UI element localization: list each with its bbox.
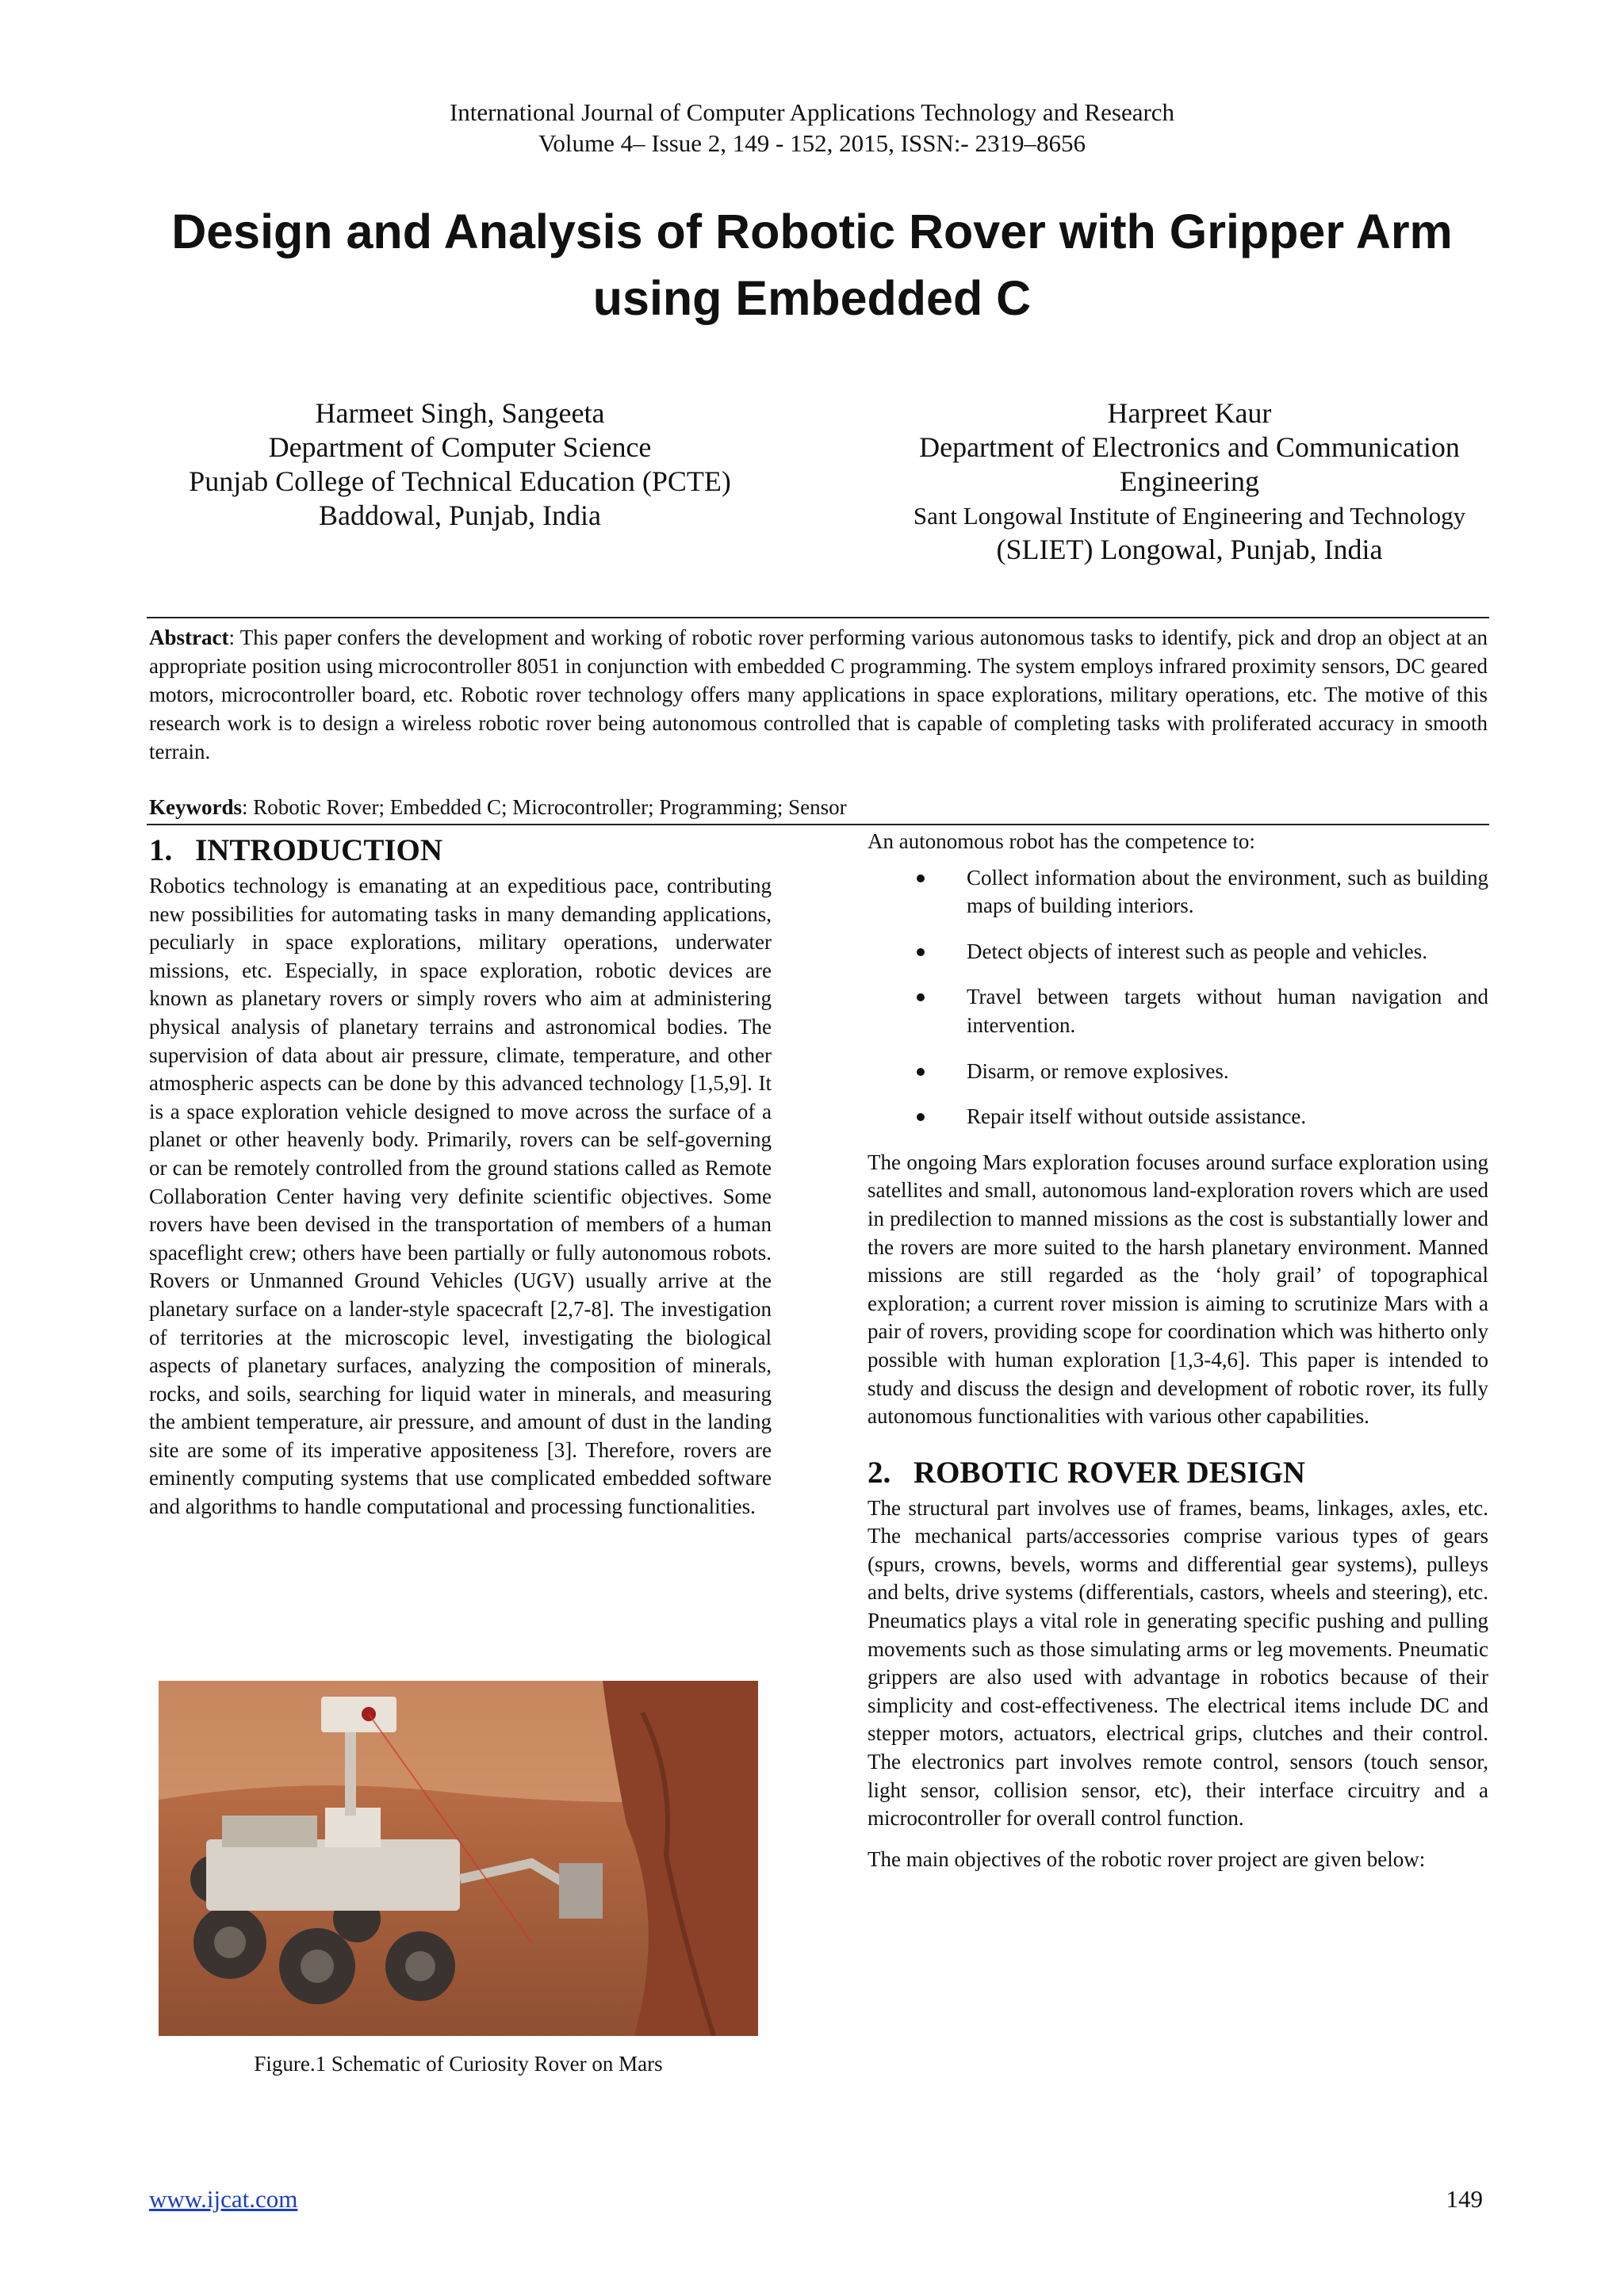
- list-item: Travel between targets without human navigation and intervention.: [868, 983, 1488, 1039]
- bullet-icon: [917, 1068, 925, 1076]
- bullet-icon: [917, 874, 925, 882]
- section-title: INTRODUCTION: [195, 833, 443, 867]
- author-names: Harpreet Kaur: [1107, 397, 1272, 429]
- section-number: 1.: [149, 833, 173, 867]
- journal-name: International Journal of Computer Applications Technology and Research: [449, 98, 1175, 126]
- list-item: Disarm, or remove explosives.: [868, 1058, 1488, 1086]
- bullet-icon: [917, 948, 925, 956]
- journal-header: [0, 97, 1624, 159]
- left-column: [149, 832, 772, 1521]
- keywords: [149, 793, 1488, 821]
- rover-design-paragraph: The structural part involves use of frames, beams, linkages, axles, etc. The mechanical parts/accessories comprise various types of gears (spurs, crowns, bevels, worms and differential gear systems), pulleys and belts, drive systems (differentials, castors, wheels and steering), etc. Pneumatics plays a vital role in generating specific pushing and pulling movements such as those simulating arms or leg movements. Pneumatic grippers are also used with advantage in robotics because of their simplicity and cost-effectiveness. The electrical items include DC and stepper motors, actuators, electrical grips, clutches and their control. The electronics part involves remote control, sensors (touch sensor, light sensor, collision sensor, etc), their interface circuitry and a microcontroller for overall control function.: [868, 1495, 1488, 1831]
- abstract: [149, 623, 1488, 766]
- list-item: Collect information about the environment, such as building maps of building interiors.: [868, 864, 1488, 920]
- section-title: ROBOTIC ROVER DESIGN: [914, 1455, 1306, 1490]
- author-institution: Sant Longowal Institute of Engineering and Technology: [913, 502, 1466, 530]
- mars-exploration-paragraph: The ongoing Mars exploration focuses around surface exploration using satellites and small, autonomous land-exploration rovers which are used in predilection to manned missions as the cost is substantially lower and the rovers are more suited to the harsh planetary environment. Manned missions are still regarded as the ‘holy grail’ of topographical exploration; a current rover mission is aiming to scrutinize Mars with a pair of rovers, providing scope for coordination which was hitherto only possible with human exploration [1,3-4,6]. This paper is intended to study and discuss the design and development of robotic rover, its fully autonomous functionalities with various other capabilities.: [868, 1150, 1488, 1429]
- section-heading-rover-design: [868, 1455, 1488, 1491]
- section-number: 2.: [868, 1455, 891, 1490]
- curiosity-rover-figure: [159, 1681, 758, 2036]
- objectives-paragraph: The main objectives of the robotic rover project are given below:: [868, 1846, 1426, 1871]
- abstract-top-rule: [147, 617, 1489, 618]
- author-block-right: [848, 396, 1530, 567]
- paper-title: Design and Analysis of Robotic Rover with Gripper Arm using Embedded C: [171, 205, 1453, 325]
- author-department: Department of Electronics and Communication: [919, 431, 1460, 463]
- capability-list: [868, 864, 1488, 1131]
- list-item: Detect objects of interest such as people and vehicles.: [868, 938, 1488, 966]
- author-institution: Punjab College of Technical Education (PCTE): [189, 465, 731, 497]
- journal-volume: Volume 4– Issue 2, 149 - 152, 2015, ISSN:- 2319–8656: [538, 129, 1086, 157]
- right-column: [868, 828, 1488, 1873]
- author-location: (SLIET) Longowal, Punjab, India: [996, 534, 1383, 565]
- bullet-icon: [917, 1113, 925, 1121]
- list-item: Repair itself without outside assistance.: [868, 1103, 1488, 1131]
- autonomous-lead: An autonomous robot has the competence to:: [868, 829, 1255, 853]
- page-number: 149: [1446, 2185, 1483, 2213]
- rover-illustration: [159, 1681, 758, 2036]
- author-names: Harmeet Singh, Sangeeta: [315, 397, 605, 429]
- keywords-label: Keywords: [149, 795, 242, 819]
- author-department-cont: Engineering: [1120, 465, 1259, 497]
- figure-caption: Figure.1 Schematic of Curiosity Rover on Mars: [254, 2052, 663, 2076]
- author-location: Baddowal, Punjab, India: [319, 499, 601, 531]
- keywords-bottom-rule: [147, 824, 1489, 825]
- bullet-icon: [917, 993, 925, 1001]
- section-heading-introduction: [149, 832, 772, 869]
- introduction-paragraph: Robotics technology is emanating at an expeditious pace, contributing new possibilities for automating tasks in many demanding applications, peculiarly in space explorations, military operations, underwater missions, etc. Especially, in space exploration, robotic devices are known as planetary rovers or simply rovers who aim at administering physical analysis of planetary terrains and astronomical bodies. The supervision of data about air pressure, climate, temperature, and other atmospheric aspects can be done by this advanced technology [1,5,9]. It is a space exploration vehicle designed to move across the surface of a planet or other heavenly body. Primarily, rovers can be self-governing or can be remotely controlled from the ground stations called as Remote Collaboration Center having very definite scientific objectives. Some rovers have been devised in the transportation of members of a human spaceflight crew; others have been partially or fully autonomous robots. Rovers or Unmanned Ground Vehicles (UGV) usually arrive at the planetary surface on a lander-style spacecraft [2,7-8]. The investigation of territories at the microscopic level, investigating the biological aspects of planetary surfaces, analyzing the composition of minerals, rocks, and soils, searching for liquid water in minerals, and measuring the ambient temperature, air pressure, and amount of dust in the landing site are some of its imperative appositeness [3]. Therefore, rovers are eminently computing systems that use complicated embedded software and algorithms to handle computational and processing functionalities.: [149, 874, 772, 1519]
- abstract-label: Abstract: [149, 626, 229, 649]
- keywords-text: : Robotic Rover; Embedded C; Microcontroller; Programming; Sensor: [242, 795, 847, 819]
- abstract-text: : This paper confers the development and working of robotic rover performing various autonomous tasks to identify, pick and drop an object at an appropriate position using microcontroller 8051 in conjunction with embedded C programming. The system employs infrared proximity sensors, DC geared motors, microcontroller board, etc. Robotic rover technology offers many applications in space explorations, military operations, etc. The motive of this research work is to design a wireless robotic rover being autonomous controlled that is capable of completing tasks with proliferated accuracy in smooth terrain.: [149, 626, 1488, 763]
- author-block-left: [151, 396, 769, 533]
- journal-website-link[interactable]: www.ijcat.com: [149, 2185, 298, 2213]
- author-department: Department of Computer Science: [268, 431, 652, 463]
